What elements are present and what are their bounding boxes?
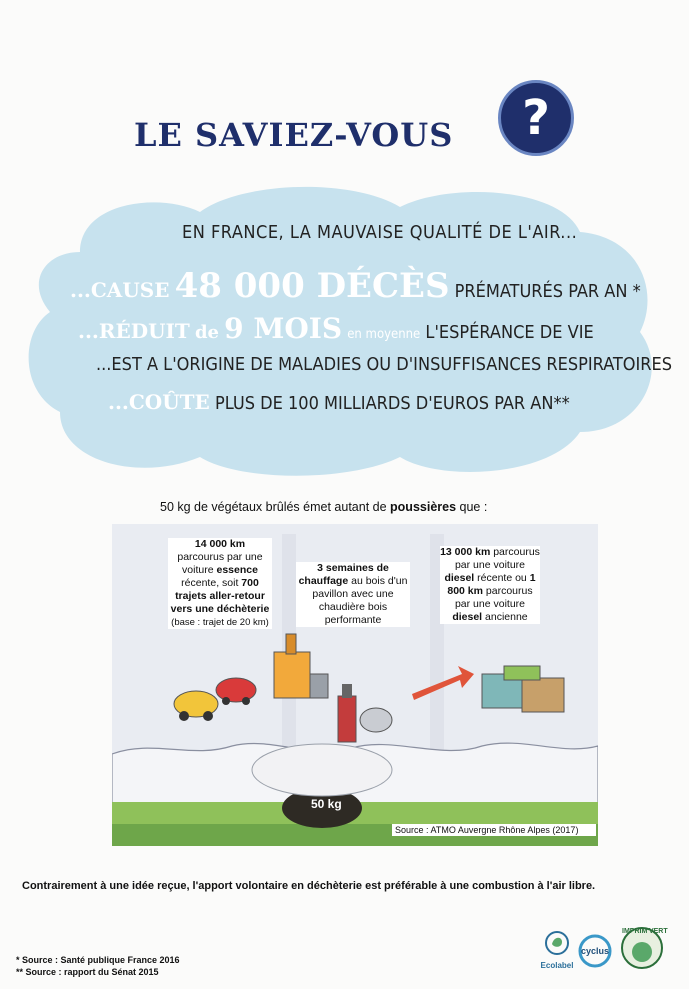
box3-f: parcourus par une voiture bbox=[454, 585, 533, 610]
cloud-line-diseases: ...EST A L'ORIGINE DE MALADIES OU D'INSUFFISANCES RESPIRATOIRES bbox=[96, 354, 673, 375]
box1-b: parcourus par une voiture bbox=[177, 551, 263, 576]
cloud-intro: EN FRANCE, LA MAUVAISE QUALITÉ DE L'AIR... bbox=[182, 222, 578, 243]
imprim-vert-logo bbox=[620, 926, 668, 970]
box3-km: 13 000 km bbox=[440, 546, 491, 558]
box1-trips: 700 trajets aller-retour vers une déchèterie bbox=[170, 577, 270, 615]
box1-d: récente, soit bbox=[181, 577, 242, 589]
page-title: LE SAVIEZ-VOUS bbox=[134, 116, 454, 154]
imprim-vert-text: IMPRIM'VERT bbox=[622, 928, 668, 935]
footnote-2: ** Source : rapport du Sénat 2015 bbox=[16, 967, 159, 977]
cyclus-text: cyclus bbox=[581, 946, 610, 956]
box1-base: (base : trajet de 20 km) bbox=[171, 617, 269, 628]
average-label: en moyenne bbox=[347, 327, 421, 342]
cloud-line-cost bbox=[108, 390, 570, 414]
box1-essence: essence bbox=[216, 564, 258, 576]
deaths-count: 48 000 DÉCÈS bbox=[174, 266, 450, 306]
ecolabel-icon bbox=[544, 930, 570, 956]
cyclus-logo bbox=[578, 934, 612, 968]
de-label: de bbox=[194, 322, 219, 343]
dust-title bbox=[160, 500, 487, 514]
footnote-1: * Source : Santé publique France 2016 bbox=[16, 955, 180, 965]
ecolabel-text: Ecolabel bbox=[540, 961, 574, 970]
ecolabel-logo bbox=[540, 930, 574, 970]
life-suffix: L'ESPÉRANCE DE VIE bbox=[425, 322, 594, 343]
deaths-suffix: PRÉMATURÉS PAR AN * bbox=[454, 281, 641, 302]
box1-km: 14 000 km bbox=[194, 538, 246, 550]
box3-diesel: diesel bbox=[444, 572, 475, 584]
reduit-label: ...RÉDUIT bbox=[78, 319, 190, 343]
box3-diesel2: diesel bbox=[452, 611, 483, 623]
dust-title-c: que : bbox=[456, 500, 488, 514]
cloud-line-life bbox=[78, 312, 594, 345]
pile-label: 50 kg bbox=[311, 797, 342, 811]
box3-km2: 1 800 km bbox=[447, 572, 536, 597]
box2-weeks: 3 semaines de chauffage bbox=[298, 562, 389, 587]
coute-label: ...COÛTE bbox=[108, 390, 210, 414]
box2-b: au bois d'un pavillon avec une chaudière bois performante bbox=[312, 575, 408, 626]
box3-d: récente ou bbox=[474, 572, 530, 584]
question-mark-icon: ? bbox=[498, 80, 574, 156]
conclusion: Contrairement à une idée reçue, l'apport volontaire en déchèterie est préférable à une combustion à l'air libre. bbox=[22, 880, 596, 892]
box3-b: parcourus par une voiture bbox=[454, 546, 540, 571]
box-wood-heating bbox=[296, 562, 410, 627]
cost-suffix: PLUS DE 100 MILLIARDS D'EUROS PAR AN** bbox=[214, 393, 570, 414]
box3-h: ancienne bbox=[482, 611, 528, 623]
months-count: 9 MOIS bbox=[224, 312, 343, 345]
dust-title-a: 50 kg de végétaux brûlés émet autant de bbox=[160, 500, 391, 514]
dust-title-b: poussières bbox=[390, 500, 457, 514]
box-petrol-car bbox=[168, 538, 272, 629]
cloud-line-deaths bbox=[70, 266, 641, 306]
illustration-source: Source : ATMO Auvergne Rhône Alpes (2017) bbox=[392, 824, 596, 836]
box-diesel-car bbox=[440, 546, 540, 624]
cause-label: ...CAUSE bbox=[70, 278, 170, 302]
